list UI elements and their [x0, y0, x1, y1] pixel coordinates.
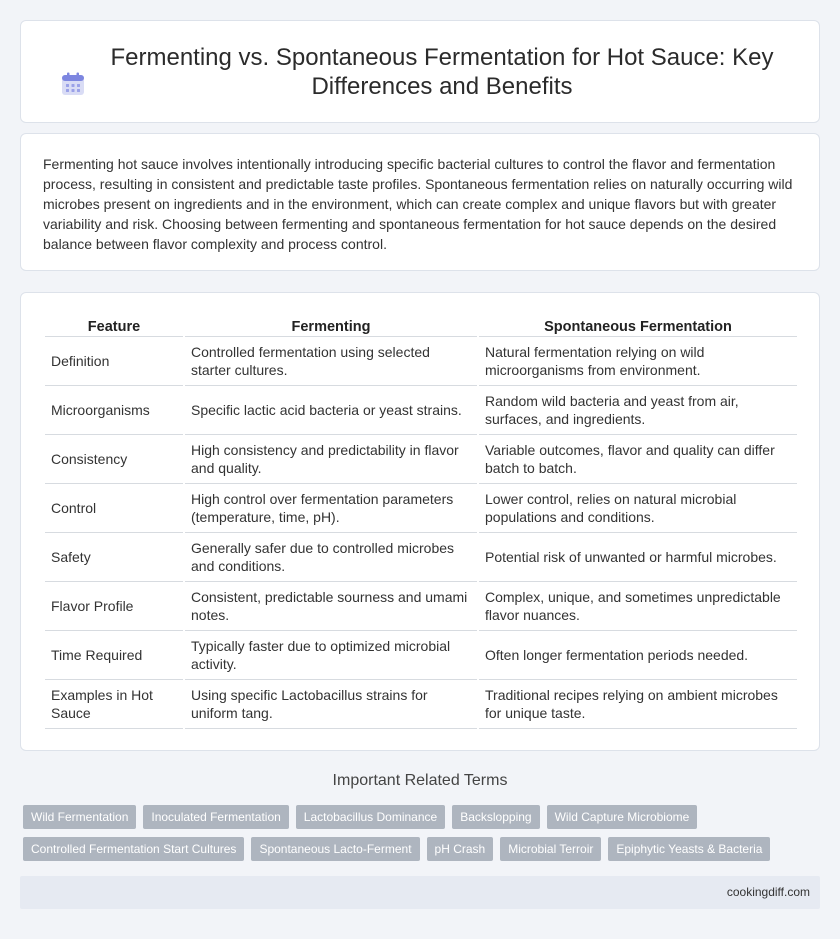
tag-row	[23, 805, 803, 829]
fermenting-cell: Consistent, predictable sourness and umami notes.	[185, 582, 477, 631]
tag-ph-crash[interactable]: pH Crash	[427, 837, 494, 861]
table-row	[45, 435, 797, 484]
tag-row	[23, 837, 803, 861]
related-terms-tags	[23, 805, 803, 869]
footer	[20, 876, 820, 909]
column-header-feature: Feature	[45, 311, 183, 337]
spontaneous-cell: Lower control, relies on natural microbial populations and conditions.	[479, 484, 797, 533]
spontaneous-cell: Traditional recipes relying on ambient microbes for unique taste.	[479, 680, 797, 729]
table-row	[45, 631, 797, 680]
table-row	[45, 484, 797, 533]
fermenting-cell: Generally safer due to controlled microbes and conditions.	[185, 533, 477, 582]
fermenting-cell: High control over fermentation parameters (temperature, time, pH).	[185, 484, 477, 533]
feature-cell: Examples in Hot Sauce	[45, 680, 183, 729]
tag-wild-fermentation[interactable]: Wild Fermentation	[23, 805, 136, 829]
tag-wild-capture-microbiome[interactable]: Wild Capture Microbiome	[547, 805, 698, 829]
spontaneous-cell: Natural fermentation relying on wild microorganisms from environment.	[479, 337, 797, 386]
fermenting-cell: Controlled fermentation using selected starter cultures.	[185, 337, 477, 386]
tag-backslopping[interactable]: Backslopping	[452, 805, 539, 829]
spontaneous-cell: Variable outcomes, flavor and quality can differ batch to batch.	[479, 435, 797, 484]
feature-cell: Control	[45, 484, 183, 533]
tag-controlled-fermentation-start-cultures[interactable]: Controlled Fermentation Start Cultures	[23, 837, 244, 861]
comparison-table	[43, 311, 799, 729]
feature-cell: Definition	[45, 337, 183, 386]
tag-epiphytic-yeasts-bacteria[interactable]: Epiphytic Yeasts & Bacteria	[608, 837, 770, 861]
tag-inoculated-fermentation[interactable]: Inoculated Fermentation	[143, 805, 288, 829]
feature-cell: Safety	[45, 533, 183, 582]
feature-cell: Microorganisms	[45, 386, 183, 435]
table-row	[45, 680, 797, 729]
footer-site-link[interactable]: cookingdiff.com	[726, 885, 810, 899]
column-header-fermenting: Fermenting	[185, 311, 477, 337]
related-terms-heading: Important Related Terms	[332, 772, 508, 789]
page-title: Fermenting vs. Spontaneous Fermentation for Hot Sauce: Key Differences and Benefits	[110, 43, 774, 100]
table-row	[45, 533, 797, 582]
comparison-table-card	[20, 292, 820, 751]
fermenting-cell: Using specific Lactobacillus strains for uniform tang.	[185, 680, 477, 729]
spontaneous-cell: Complex, unique, and sometimes unpredictable flavor nuances.	[479, 582, 797, 631]
fermenting-cell: High consistency and predictability in flavor and quality.	[185, 435, 477, 484]
spontaneous-cell: Often longer fermentation periods needed.	[479, 631, 797, 680]
tag-lactobacillus-dominance[interactable]: Lactobacillus Dominance	[296, 805, 445, 829]
table-row	[45, 386, 797, 435]
tag-spontaneous-lacto-ferment[interactable]: Spontaneous Lacto-Ferment	[251, 837, 419, 861]
feature-cell: Flavor Profile	[45, 582, 183, 631]
calendar-icon	[60, 71, 86, 97]
spontaneous-cell: Random wild bacteria and yeast from air, surfaces, and ingredients.	[479, 386, 797, 435]
tag-microbial-terroir[interactable]: Microbial Terroir	[500, 837, 601, 861]
intro-card	[20, 133, 820, 271]
fermenting-cell: Typically faster due to optimized microbial activity.	[185, 631, 477, 680]
column-header-spontaneous: Spontaneous Fermentation	[479, 311, 797, 337]
table-header-row	[45, 311, 797, 337]
feature-cell: Time Required	[45, 631, 183, 680]
feature-cell: Consistency	[45, 435, 183, 484]
header-card	[20, 20, 820, 123]
table-row	[45, 582, 797, 631]
spontaneous-cell: Potential risk of unwanted or harmful microbes.	[479, 533, 797, 582]
intro-paragraph: Fermenting hot sauce involves intentionally introducing specific bacterial cultures to control the flavor and fermentation process, resulting in consistent and predictable taste profiles. Spontaneous fermentation relies on naturally occurring wild microbes present on ingredients and in the environment, which can create complex and unique flavors but with greater variability and risk. Choosing between fermenting and spontaneous fermentation for hot sauce depends on the desired balance between flavor complexity and process control.	[43, 156, 793, 252]
table-row	[45, 337, 797, 386]
fermenting-cell: Specific lactic acid bacteria or yeast strains.	[185, 386, 477, 435]
